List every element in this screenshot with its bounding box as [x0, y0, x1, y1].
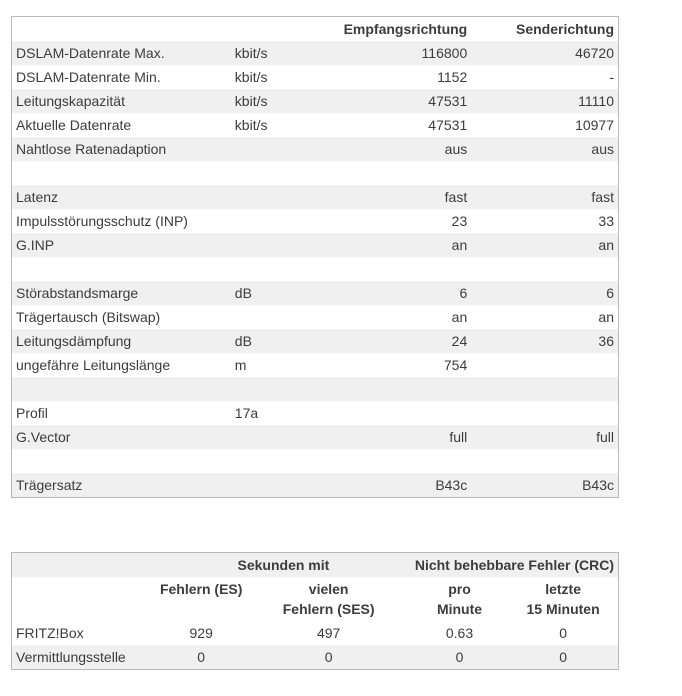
error-subheader-row-2 — [12, 599, 619, 621]
line-row — [12, 401, 619, 425]
header-per-minute-line1: pro — [448, 581, 471, 597]
row-label: G.INP — [12, 233, 231, 257]
row-downstream-value: 116800 — [340, 41, 472, 65]
row-downstream-value: 1152 — [437, 69, 468, 85]
row-label: DSLAM-Datenrate Max. — [12, 41, 231, 65]
line-row — [12, 449, 619, 473]
row-unit: kbit/s — [234, 69, 268, 85]
error-group-header-row — [12, 553, 619, 578]
row-unit — [231, 377, 340, 401]
line-row — [12, 257, 619, 281]
header-ses-line1: vielen — [308, 581, 349, 597]
error-row-label: FRITZ!Box — [12, 621, 156, 645]
header-empty — [12, 577, 156, 599]
row-label: Trägertausch (Bitswap) — [16, 309, 161, 325]
line-row — [12, 329, 619, 353]
header-empty — [12, 17, 231, 42]
row-upstream-value: 36 — [471, 329, 618, 353]
line-row — [12, 113, 619, 137]
row-unit — [231, 425, 340, 449]
line-row — [12, 305, 619, 329]
row-unit — [231, 305, 340, 329]
header-crc-errors: Nicht behebbare Fehler (CRC) — [411, 553, 619, 578]
row-downstream-value — [340, 257, 472, 281]
row-unit — [231, 161, 340, 185]
row-upstream-value: an — [471, 233, 618, 257]
row-label: Leitungskapazität — [12, 89, 231, 113]
error-last15-value: 0 — [508, 645, 618, 670]
row-unit — [231, 473, 340, 498]
row-upstream-value — [471, 353, 618, 377]
row-downstream-value: 47531 — [340, 89, 472, 113]
line-row — [12, 89, 619, 113]
row-downstream-value: an — [451, 309, 468, 325]
row-upstream-value: fast — [471, 185, 618, 209]
row-unit: m — [234, 357, 247, 373]
row-upstream-value: 11110 — [471, 89, 618, 113]
header-last15-line2: 15 Minuten — [526, 601, 600, 617]
line-row — [12, 65, 619, 89]
header-empty — [12, 553, 156, 578]
row-upstream-value — [471, 161, 618, 185]
row-label: Aktuelle Datenrate — [16, 117, 132, 133]
row-downstream-value — [340, 377, 472, 401]
row-label: Störabstandsmarge — [12, 281, 231, 305]
row-label — [12, 377, 231, 401]
row-unit: kbit/s — [231, 41, 340, 65]
error-row-label: Vermittlungsstelle — [12, 645, 156, 670]
header-seconds-with: Sekunden mit — [156, 553, 411, 578]
row-downstream-value: 24 — [340, 329, 472, 353]
line-row — [12, 137, 619, 161]
error-row — [12, 645, 619, 670]
header-empty — [12, 599, 156, 621]
error-per-minute-value: 0 — [411, 645, 508, 670]
row-upstream-value — [471, 401, 618, 425]
row-upstream-value: - — [609, 69, 614, 85]
row-downstream-value — [340, 401, 472, 425]
row-downstream-value: 47531 — [428, 117, 468, 133]
row-downstream-value: B43c — [340, 473, 472, 498]
row-label: G.Vector — [12, 425, 231, 449]
error-es-value: 0 — [156, 645, 246, 670]
row-label: Trägersatz — [12, 473, 231, 498]
header-empty — [156, 599, 246, 621]
header-es: Fehlern (ES) — [159, 581, 243, 597]
row-upstream-value: 6 — [471, 281, 618, 305]
line-header-row — [12, 17, 619, 42]
row-label: DSLAM-Datenrate Min. — [16, 69, 161, 85]
error-subheader-row-1 — [12, 577, 619, 599]
row-downstream-value: aus — [340, 137, 472, 161]
row-unit — [231, 137, 340, 161]
header-empty — [231, 17, 340, 42]
row-downstream-value: fast — [340, 185, 472, 209]
row-downstream-value: 754 — [443, 357, 468, 373]
error-stats-table — [11, 552, 619, 670]
row-unit — [231, 185, 340, 209]
dsl-line-table — [11, 16, 619, 498]
line-row — [12, 353, 619, 377]
row-unit: dB — [231, 281, 340, 305]
row-upstream-value — [471, 449, 618, 473]
row-upstream-value — [471, 257, 618, 281]
row-label: ungefähre Leitungslänge — [16, 357, 171, 373]
line-row — [12, 41, 619, 65]
line-row — [12, 281, 619, 305]
row-label: Leitungsdämpfung — [12, 329, 231, 353]
row-label — [12, 161, 231, 185]
error-es-value: 929 — [156, 621, 246, 645]
row-upstream-value: full — [471, 425, 618, 449]
row-label — [12, 449, 231, 473]
row-downstream-value: full — [340, 425, 472, 449]
row-unit: 17a — [234, 405, 259, 421]
header-upstream: Senderichtung — [515, 21, 614, 37]
line-row — [12, 425, 619, 449]
row-unit — [231, 449, 340, 473]
row-unit — [231, 209, 340, 233]
row-upstream-value: B43c — [471, 473, 618, 498]
line-row — [12, 209, 619, 233]
error-row — [12, 621, 619, 645]
row-label: Nahtlose Ratenadaption — [12, 137, 231, 161]
row-upstream-value: 10977 — [575, 117, 614, 133]
line-row — [12, 233, 619, 257]
row-upstream-value: aus — [471, 137, 618, 161]
row-unit: dB — [231, 329, 340, 353]
row-downstream-value: 23 — [451, 213, 468, 229]
line-row — [12, 377, 619, 401]
row-unit — [231, 257, 340, 281]
row-upstream-value: 33 — [598, 213, 614, 229]
row-label: Latenz — [12, 185, 231, 209]
error-ses-value: 0 — [246, 645, 410, 670]
error-last15-value: 0 — [508, 621, 618, 645]
header-downstream: Empfangsrichtung — [343, 21, 468, 37]
row-downstream-value — [340, 449, 472, 473]
row-label — [12, 257, 231, 281]
row-unit: kbit/s — [231, 89, 340, 113]
error-per-minute-value: 0.63 — [411, 621, 508, 645]
line-row — [12, 161, 619, 185]
row-downstream-value: an — [340, 233, 472, 257]
line-row — [12, 185, 619, 209]
row-downstream-value: 6 — [340, 281, 472, 305]
header-ses-line2: Fehlern (SES) — [282, 601, 375, 617]
row-unit — [231, 233, 340, 257]
row-upstream-value: an — [598, 309, 614, 325]
row-unit: kbit/s — [234, 117, 268, 133]
line-row — [12, 473, 619, 498]
row-label: Impulsstörungsschutz (INP) — [16, 213, 188, 229]
header-per-minute-line2: Minute — [436, 601, 483, 617]
row-downstream-value — [340, 161, 472, 185]
error-ses-value: 497 — [246, 621, 410, 645]
header-last15-line1: letzte — [545, 581, 581, 597]
row-label: Profil — [16, 405, 48, 421]
row-upstream-value — [471, 377, 618, 401]
row-upstream-value: 46720 — [471, 41, 618, 65]
